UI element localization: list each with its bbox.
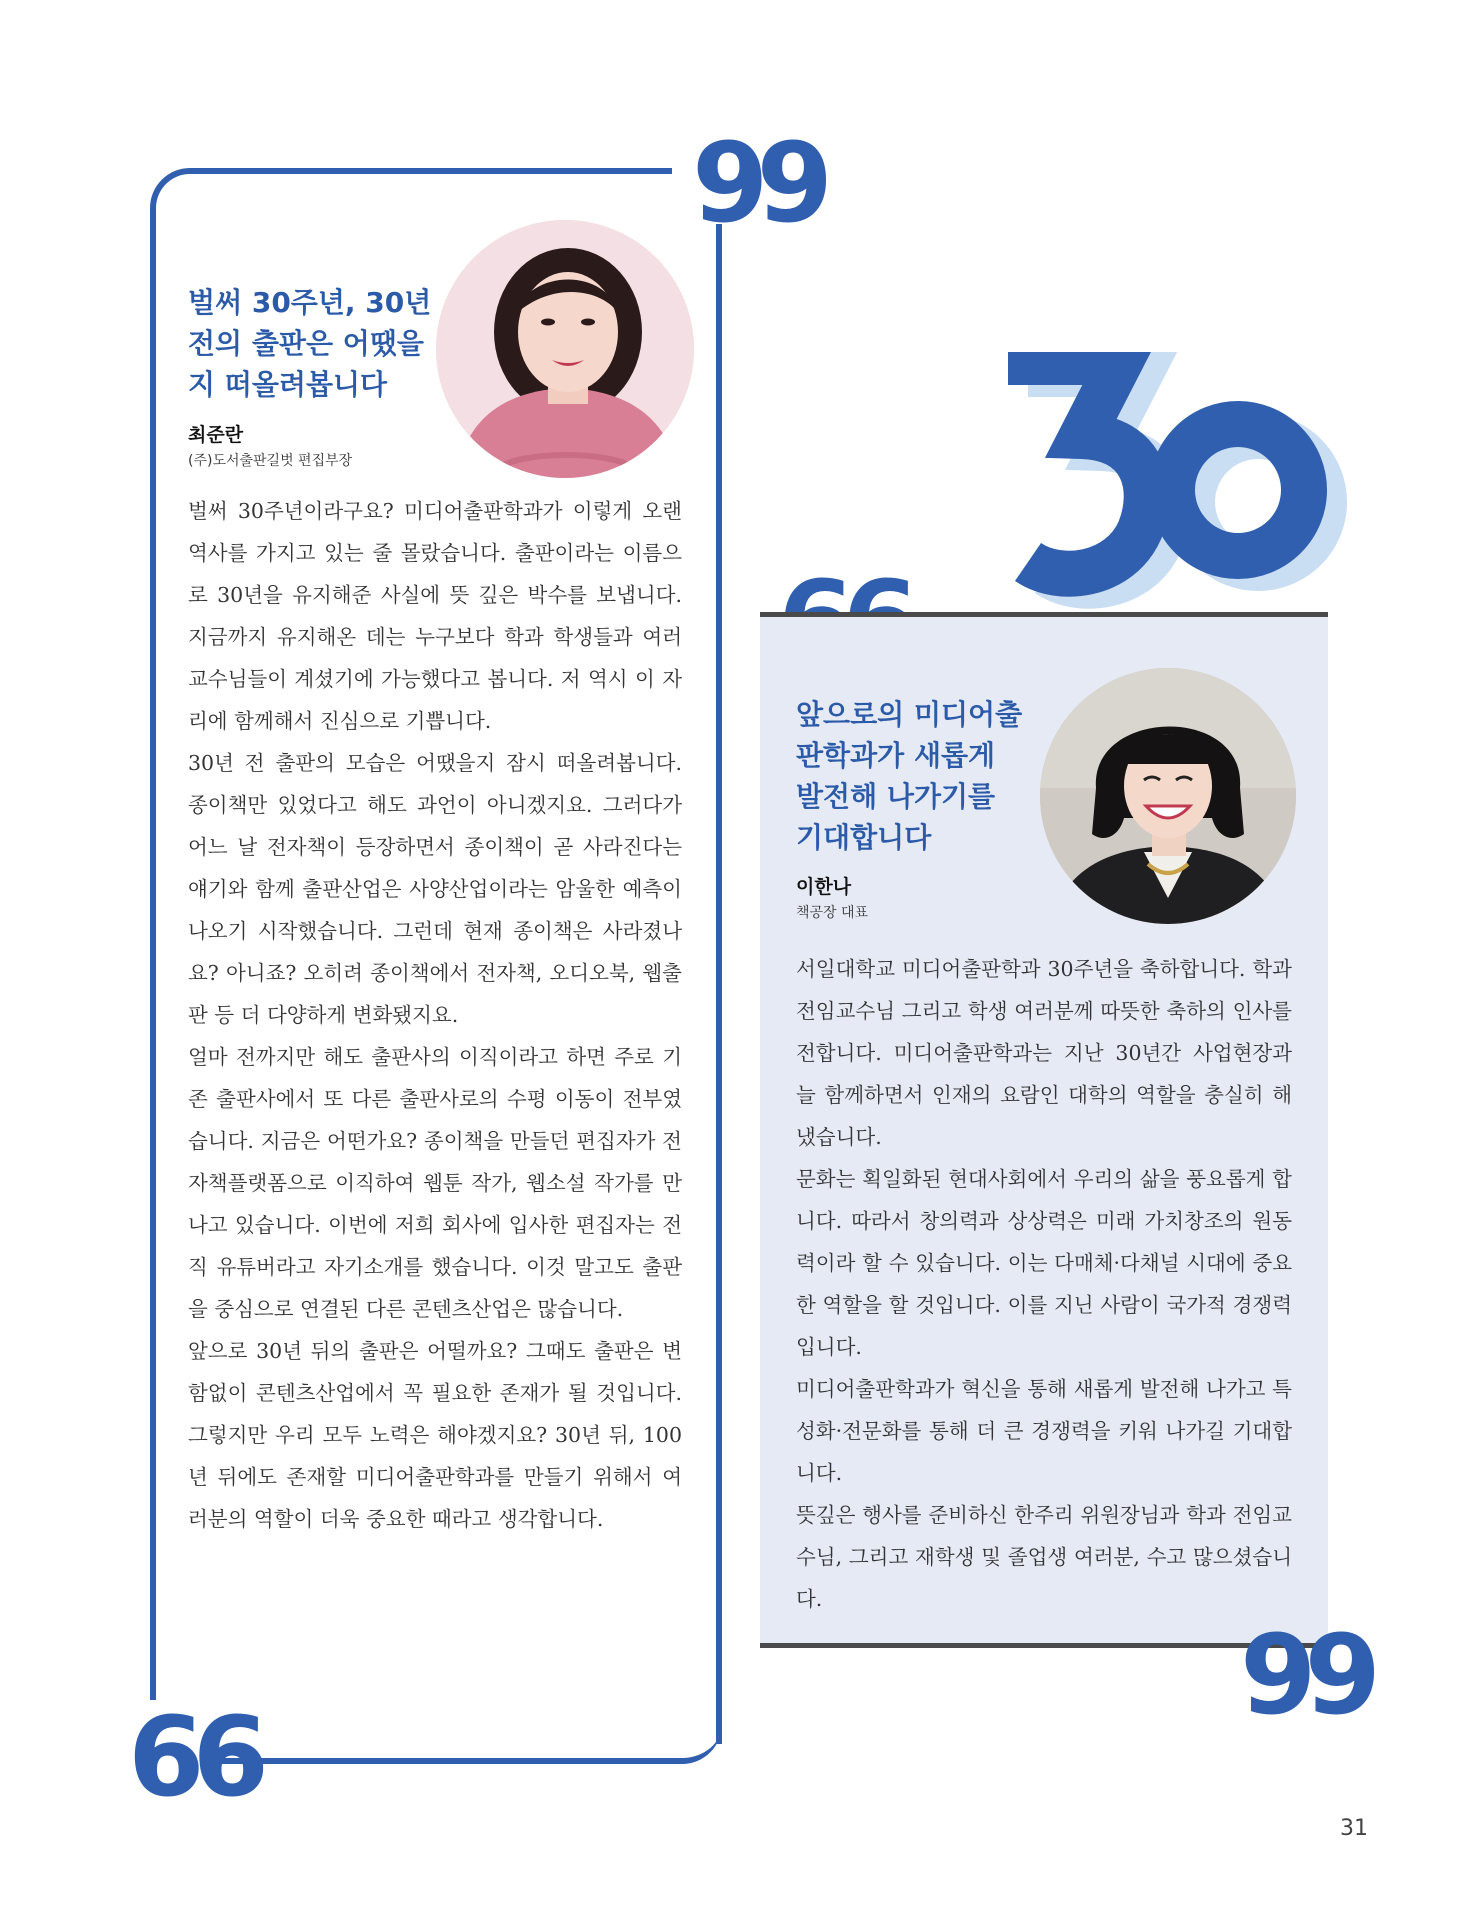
right-person-role: 책공장 대표 bbox=[796, 905, 869, 921]
right-headline-line: 앞으로의 미디어출 bbox=[796, 698, 1023, 731]
left-person-avatar bbox=[436, 220, 694, 478]
left-card-right-border bbox=[716, 224, 722, 1744]
page-number: 31 bbox=[1340, 1816, 1368, 1841]
right-paragraph: 서일대학교 미디어출판학과 30주년을 축하합니다. 학과 전임교수님 그리고 학생 여러분께 따뜻한 축하의 인사를 전합니다. 미디어출판학과는 지난 30년간 사업현장과 늘 함께하면서 인재의 요람인 대학의 역할을 충실히 해냈습니다. bbox=[796, 957, 1292, 1149]
left-headline-line: 지 떠올려봅니다 bbox=[188, 368, 388, 401]
close-quote-icon: 99 bbox=[692, 119, 822, 247]
right-paragraph: 미디어출판학과가 혁신을 통해 새롭게 발전해 나가고 특성화·전문화를 통해 더 큰 경쟁력을 키워 나가길 기대합니다. bbox=[796, 1377, 1292, 1485]
left-paragraph: 30년 전 출판의 모습은 어땠을지 잠시 떠올려봅니다. 종이책만 있었다고 해도 과언이 아니겠지요. 그러다가 어느 날 전자책이 등장하면서 종이책이 곧 사라진다는 얘기와 함께 출판산업은 사양산업이라는 암울한 예측이 나오기 시작했습니다. 그런데 현재 종이책은 사라졌나요? 아니죠? 오히려 종이책에서 전자책, 오디오북, 웹출판 등 더 다양하게 변화됐지요. bbox=[188, 751, 682, 1027]
right-headline-line: 발전해 나가기를 bbox=[796, 780, 996, 813]
left-person-role: (주)도서출판길벗 편집부장 bbox=[188, 453, 353, 469]
right-paragraph: 문화는 획일화된 현대사회에서 우리의 삶을 풍요롭게 합니다. 따라서 창의력과 상상력은 미래 가치창조의 원동력이라 할 수 있습니다. 이는 다매체·다채널 시대에 중요한 역할을 할 것입니다. 이를 지닌 사람이 국가적 경쟁력입니다. bbox=[796, 1167, 1292, 1359]
left-headline-line: 벌써 30주년, 30년 bbox=[188, 286, 432, 319]
left-paragraph: 얼마 전까지만 해도 출판사의 이직이라고 하면 주로 기존 출판사에서 또 다른 출판사로의 수평 이동이 전부였습니다. 지금은 어떤가요? 종이책을 만들던 편집자가 전자책플랫폼으로 이직하여 웹툰 작가, 웹소설 작가를 만나고 있습니다. 이번에 저희 회사에 입사한 편집자는 전직 유튜버라고 자기소개를 했습니다. 이것 말고도 출판을 중심으로 연결된 다른 콘텐츠산업은 많습니다. bbox=[188, 1045, 682, 1321]
open-quote-icon: 66 bbox=[128, 1693, 258, 1821]
right-paragraph: 뜻깊은 행사를 준비하신 한주리 위원장님과 학과 전임교수님, 그리고 재학생 및 졸업생 여러분, 수고 많으셨습니다. bbox=[796, 1503, 1292, 1611]
left-person-name: 최준란 bbox=[188, 424, 244, 446]
right-headline-line: 기대합니다 bbox=[796, 821, 932, 854]
right-headline bbox=[796, 694, 1056, 858]
close-quote-icon: 99 bbox=[1240, 1611, 1370, 1739]
left-headline bbox=[188, 282, 458, 405]
right-person-name: 이한나 bbox=[796, 876, 852, 898]
decorative-30-label: 30 bbox=[990, 352, 992, 353]
left-paragraph: 앞으로 30년 뒤의 출판은 어떨까요? 그때도 출판은 변함없이 콘텐츠산업에서 꼭 필요한 존재가 될 것입니다. 그렇지만 우리 모두 노력은 해야겠지요? 30년 뒤, 100년 뒤에도 존재할 미디어출판학과를 만들기 위해서 여러분의 역할이 더욱 중요한 때라고 생각합니다. bbox=[188, 1339, 682, 1531]
right-headline-line: 판학과가 새롭게 bbox=[796, 739, 996, 772]
right-body-text bbox=[796, 948, 1292, 1620]
left-headline-line: 전의 출판은 어땠을 bbox=[188, 327, 424, 360]
left-paragraph: 벌써 30주년이라구요? 미디어출판학과가 이렇게 오랜 역사를 가지고 있는 줄 몰랐습니다. 출판이라는 이름으로 30년을 유지해준 사실에 뜻 깊은 박수를 보냅니다. 지금까지 유지해온 데는 누구보다 학과 학생들과 여러 교수님들이 계셨기에 가능했다고 봅니다. 저 역시 이 자리에 함께해서 진심으로 기쁩니다. bbox=[188, 499, 682, 733]
right-person-avatar bbox=[1040, 668, 1296, 924]
decorative-30-graphic bbox=[990, 352, 1350, 614]
left-body-text bbox=[188, 490, 682, 1540]
